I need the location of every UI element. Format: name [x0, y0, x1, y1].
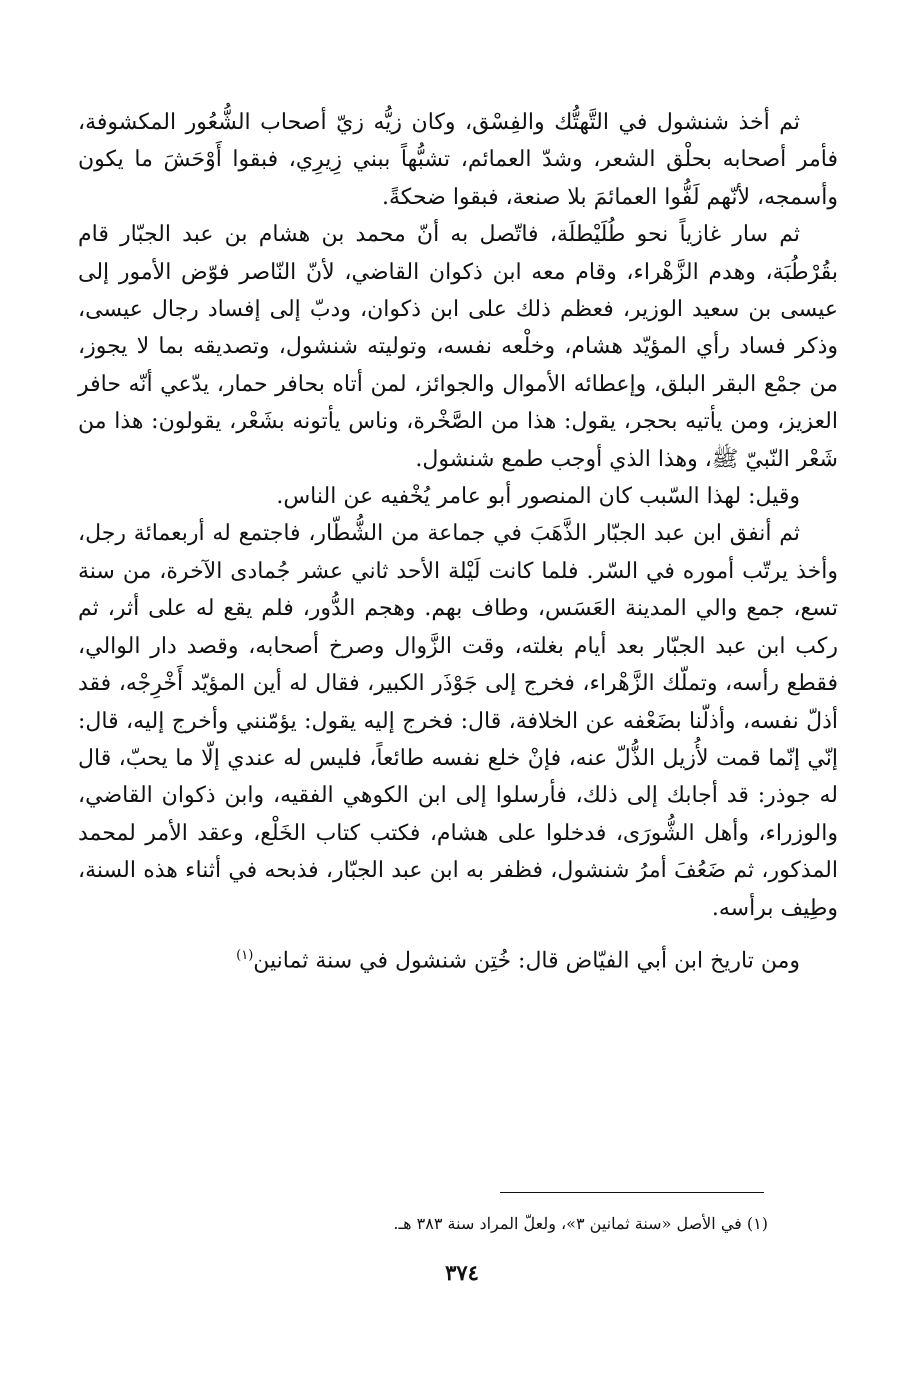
main-text — [78, 104, 838, 980]
footnote-reference: (١) — [236, 947, 254, 963]
paragraph-1: ثم أخذ شنشول في التَّهتُّك والفِسْق، وكان زيُّه زيّ أصحاب الشُّعُور المكشوفة، فأمر أصحابه بحلْق الشعر، وشدّ العمائم، تشبُّهاً ببني زِيرِي، فبقوا أَوْحَشَ ما يكون وأسمجه، لأنّهم لَفُّوا العمائمَ بلا صنعة، فبقوا ضحكةً. — [78, 110, 838, 210]
footnote — [300, 1212, 768, 1236]
paragraph-5-text: ومن تاريخ ابن أبي الفيّاض قال: خُتِن شنشول في سنة ثمانين — [253, 948, 800, 974]
paragraph-3: وقيل: لهذا السّبب كان المنصور أبو عامر يُخْفيه عن الناس. — [276, 484, 800, 510]
paragraph-4: ثم أنفق ابن عبد الجبّار الذَّهَبَ في جماعة من الشُّطّار، فاجتمع له أربعمائة رجل، وأخذ يرتّب أموره في السّر. فلما كانت لَيْلة الأحد ثاني عشر جُمادى الآخرة، من سنة تسع، جمع والي المدينة العَسَس، وطاف بهم. وهجم الدُّور، فلم يقع له على أثر، ثم ركب ابن عبد الجبّار بعد أيام بغلته، وقت الزَّوال وصرخ أصحابه، وقصد دار الوالي، فقطع رأسه، وتملّك الزَّهْراء، فخرج إلى جَوْذَر الكبير، فقال له أين المؤيّد أَخْرِجْه، فقد أذلّ نفسه، وأذلّنا بضَعْفه عن الخلافة، قال: فخرج إليه يقول: يؤمّنني وأخرج إليه، قال: إنّي إنّما قمت لأُزيل الذُّلّ عنه، فإنْ خلع نفسه طائعاً، فليس له عندي إلّا ما يحبّ، قال له جوذر: قد أجابك إلى ذلك، فأرسلوا إلى ابن الكوهي الفقيه، وابن ذكوان القاضي، والوزراء، وأهل الشُّورَى، فدخلوا على هشام، فكتب كتاب الخَلْع، وعقد الأمر لمحمد المذكور، ثم ضَعُفَ أمرُ شنشول، فظفر به ابن عبد الجبّار، فذبحه في أثناء هذه السنة، وطِيف برأسه. — [78, 521, 838, 921]
paragraph-5 — [78, 937, 838, 980]
footnote-separator — [500, 1192, 764, 1193]
paragraph-2: ثم سار غازياً نحو طُلَيْطلَة، فاتّصل به أنّ محمد بن هشام بن عبد الجبّار قام بقُرْطُبَة، وهدم الزَّهْراء، وقام معه ابن ذكوان القاضي، لأنّ النّاصر فوّض الأمور إلى عيسى بن سعيد الوزير، فعظم ذلك على ابن ذكوان، ودبّ إلى إفساد رجال عيسى، وذكر فساد رأي المؤيّد هشام، وخلْعه نفسه، وتوليته شنشول، وتصديقه بما لا يجوز، من جمْع البقر البلق، وإعطائه الأموال والجوائز، لمن أتاه بحافر حمار، يدّعي أنّه حافر العزيز، ومن يأتيه بحجر، يقول: هذا من الصَّخْرة، وناس يأتونه بشَعْر، يقولون: هذا من شَعْر النّبيّ ﷺ، وهذا الذي أوجب طمع شنشول. — [78, 222, 838, 472]
footnote-marker: (١) — [746, 1214, 768, 1233]
page-number: ٣٧٤ — [445, 1260, 479, 1285]
footnote-text: في الأصل «سنة ثمانين ٣»، ولعلّ المراد سنة ٣٨٣ هـ. — [393, 1214, 742, 1233]
